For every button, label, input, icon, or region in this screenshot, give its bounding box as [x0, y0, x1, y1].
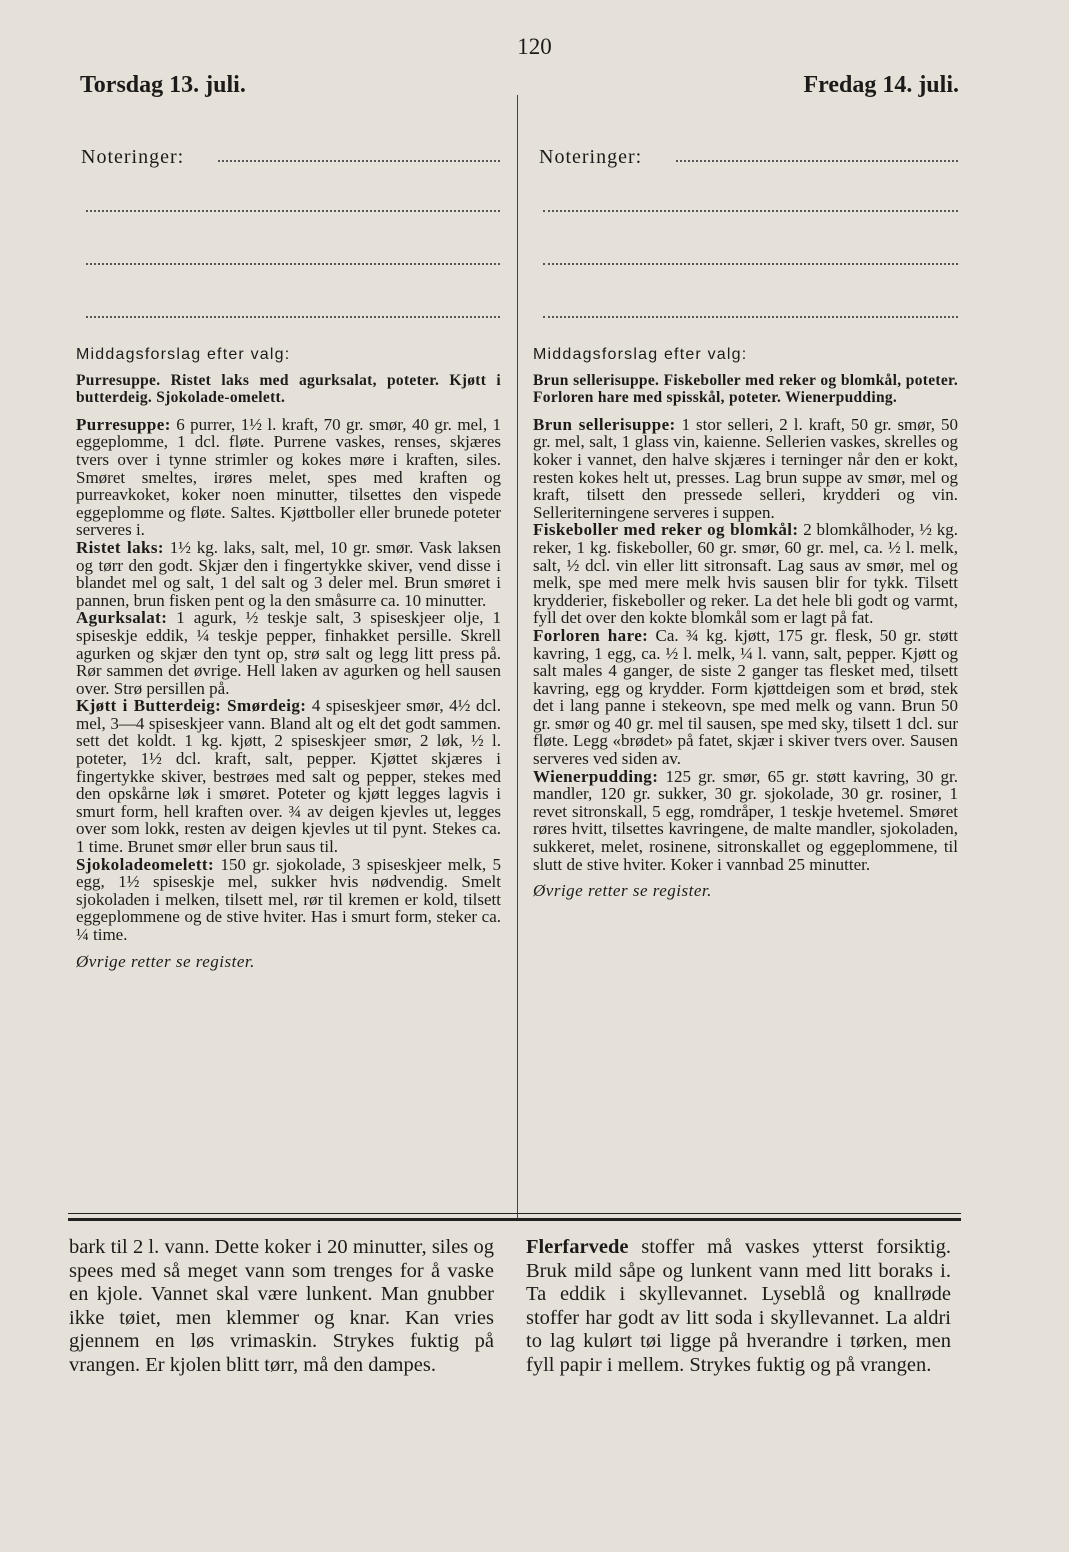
recipe-paragraph	[533, 768, 958, 874]
recipe-column-right	[533, 346, 958, 900]
recipe-name: Fiskeboller med reker og blomkål:	[533, 520, 799, 540]
menu-heading: Middagsforslag efter valg:	[76, 346, 291, 363]
notes-dotline	[218, 160, 500, 162]
notes-dotline	[676, 160, 958, 162]
register-reference: Øvrige retter se register.	[533, 881, 712, 901]
notes-dotline	[86, 316, 500, 318]
recipe-paragraph	[76, 609, 501, 697]
recipe-text: 6 purrer, 1½ l. kraft, 70 gr. smør, 40 gr. mel, 1 eggeplomme, 1 dcl. fløte. Purrene vaskes, renses, skjæres tvers over i tynne strimler og kokes møre i kraften, siles. Smøret smeltes, irøres melet, spes med kraften og purreavkoket, koker noen minutter, tilsettes den vispede eggeplomme og fløte. Saltes. Kjøttboller eller brunede poteter serveres i.	[76, 414, 502, 540]
recipe-name: Forloren hare:	[533, 625, 649, 645]
laundry-tip-lead: Flerfarvede	[526, 1236, 629, 1258]
recipe-text: 1 stor selleri, 2 l. kraft, 50 gr. smør, 50 gr. mel, salt, 1 glass vin, kaienne. Sellerien vaskes, skrelles og koker i vannet, den halve skjæres i terninger når den er kokt, resten kokes helt ut, presses. Lag brun suppe av smør, mel og kraft, tilsett den pressede selleri, krydderi og vin. Selleriterningene serveres i suppen.	[533, 414, 958, 522]
recipe-column-left	[76, 346, 501, 970]
recipe-name: Brun sellerisuppe:	[533, 414, 676, 434]
laundry-tip-text: bark til 2 l. vann. Dette koker i 20 minutter, siles og spees med så meget vann som trenges for å vaske en kjole. Vannet skal være lunkent. Man gnubber ikke tøiet, men klemmer og knar. Kan vries gjennem en løs vrimaskin. Strykes fuktig på vrangen. Er kjolen blitt tørr, må den dampes.	[69, 1236, 494, 1376]
recipe-text: 1½ kg. laks, salt, mel, 10 gr. smør. Vask laksen og tørr den godt. Skjær den i fingertykke skiver, vend disse i blandet mel og salt, 1 del salt og 3 deler mel. Brun smøret i pannen, brun fisken pent og la den småsurre ca. 10 minutter.	[76, 537, 501, 610]
recipe-paragraph	[76, 856, 501, 944]
recipe-name: Sjokoladeomelett:	[76, 854, 215, 874]
laundry-tip-text: stoffer må vaskes ytterst forsiktig. Bruk mild såpe og lunkent vann med litt boraks i. Ta eddik i skyllevannet. Lyseblå og knallrøde stoffer har godt av litt soda i skyllevannet. La aldri to lag kulørt tøi ligge på hverandre i tørken, men fyll papir i mellem. Strykes fuktig og på vrangen.	[526, 1236, 951, 1376]
recipe-paragraph	[76, 697, 501, 855]
recipe-text: 2 blomkålhoder, ½ kg. reker, 1 kg. fiskeboller, 60 gr. smør, 60 gr. mel, ca. ½ l. melk, salt, ½ dcl. vin eller litt sitronsaft. Lag saus av smør, mel og melk, spe med mere melk hvis sausen blir for tykk. Tilsett krydderier, fiskeboller og reker. La det hele bli godt og varmt, fyll det over den kokte blomkål som er lagt på fat.	[533, 520, 959, 628]
laundry-tip-right	[526, 1236, 951, 1377]
notes-dotline	[86, 210, 500, 212]
recipe-name: Agurksalat:	[76, 608, 168, 628]
laundry-tip-left	[69, 1236, 494, 1377]
menu-summary: Purresuppe. Ristet laks med agurksalat, poteter. Kjøtt i butterdeig. Sjokolade-omelett.	[76, 371, 501, 407]
notes-dotline	[543, 316, 958, 318]
recipe-paragraph	[533, 627, 958, 768]
notes-label-text: Noteringer:	[539, 146, 643, 168]
recipe-name: Ristet laks:	[76, 537, 164, 557]
notes-label-right	[539, 146, 642, 169]
recipe-paragraph	[533, 521, 958, 627]
recipe-text: 125 gr. smør, 65 gr. støtt kavring, 30 gr. mandler, 120 gr. sukker, 30 gr. sjokolade, 30 gr. rosiner, 1 revet sitronskall, 5 egg, romdråper, 1 teskje hvetemel. Smøret røres hvitt, tilsettes kavringene, de malte mandler, sjokoladen, sukkeret, melet, rosinene, sitronskallet og eggeplommene, til slutt de stive hviter. Koker i vannbad 25 minutter.	[533, 766, 958, 874]
recipe-text: 1 agurk, ½ teskje salt, 3 spiseskjeer olje, 1 spiseskje eddik, ¼ teskje pepper, finhakket persille. Skrell agurken og skjær den tynt op, strø salt og legg litt press på. Rør sammen det øvrige. Hell laken av agurken og hell sausen over. Strø persillen på.	[76, 608, 501, 698]
page-number: 120	[517, 34, 552, 59]
recipe-name: Wienerpudding:	[533, 766, 659, 786]
recipe-paragraph	[76, 539, 501, 609]
notes-dotline	[86, 263, 500, 265]
notes-dotline	[543, 210, 958, 212]
menu-summary: Brun sellerisuppe. Fiskeboller med reker og blomkål, poteter. Forloren hare med spisskål, poteter. Wienerpudding.	[533, 371, 958, 407]
column-divider	[517, 95, 518, 1220]
menu-heading: Middagsforslag efter valg:	[533, 346, 748, 363]
day-heading-friday: Fredag 14. juli.	[803, 72, 959, 98]
register-reference: Øvrige retter se register.	[76, 951, 255, 971]
recipe-text: Ca. ¾ kg. kjøtt, 175 gr. flesk, 50 gr. støtt kavring, 1 egg, ca. ½ l. melk, ¼ l. vann, salt, pepper. Kjøtt og salt males 4 ganger, de siste 2 ganger tas flesket med, tilsett kavring, egg og krydder. Form kjøttdeigen som et brød, stek det i lang panne i stekeovn, spe med melk og vann. Brun 50 gr. smør og 40 gr. mel til sausen, spe med sky, tilsett 1 dcl. sur fløte. Legg «brødet» på fatet, skjær i skiver tvers over. Sausen serveres ved siden av.	[533, 625, 959, 769]
day-heading-thursday: Torsdag 13. juli.	[80, 72, 246, 98]
recipe-text: 150 gr. sjokolade, 3 spiseskjeer melk, 5 egg, 1½ spiseskje mel, sukker hvis nødvendig. Smelt sjokoladen i melken, tilsett mel, rør til kremen er kold, tilsett eggeplommene og de stive hviter. Has i smurt form, steker ca. ¼ time.	[76, 854, 501, 944]
recipe-name: Kjøtt i Butterdeig: Smørdeig:	[76, 696, 307, 716]
notes-label-left	[81, 146, 184, 169]
recipe-name: Purresuppe:	[76, 414, 171, 434]
notes-label-text: Noteringer:	[81, 146, 185, 168]
notes-dotline	[543, 263, 958, 265]
recipe-text: 4 spiseskjeer smør, 4½ dcl. mel, 3—4 spiseskjeer vann. Bland alt og elt det godt sammen. sett det koldt. 1 kg. kjøtt, 2 spiseskjeer smør, 2 løk, ½ l. poteter, 1½ dcl. kraft, salt, pepper. Kjøttet skjæres i fingertykke skiver, bestrøes med salt og pepper, stekes med den opskårne løk i smøret. Poteter og kjøtt legges lagvis i smurt form, hell kraften over. ¾ av deigen kjevles ut, legges over som lokk, resten av deigen kjevles ut til pynt. Stekes ca. 1 time. Brunet smør eller brun saus til.	[76, 696, 501, 857]
section-divider	[68, 1213, 961, 1221]
recipe-paragraph	[76, 416, 501, 539]
recipe-paragraph	[533, 416, 958, 522]
